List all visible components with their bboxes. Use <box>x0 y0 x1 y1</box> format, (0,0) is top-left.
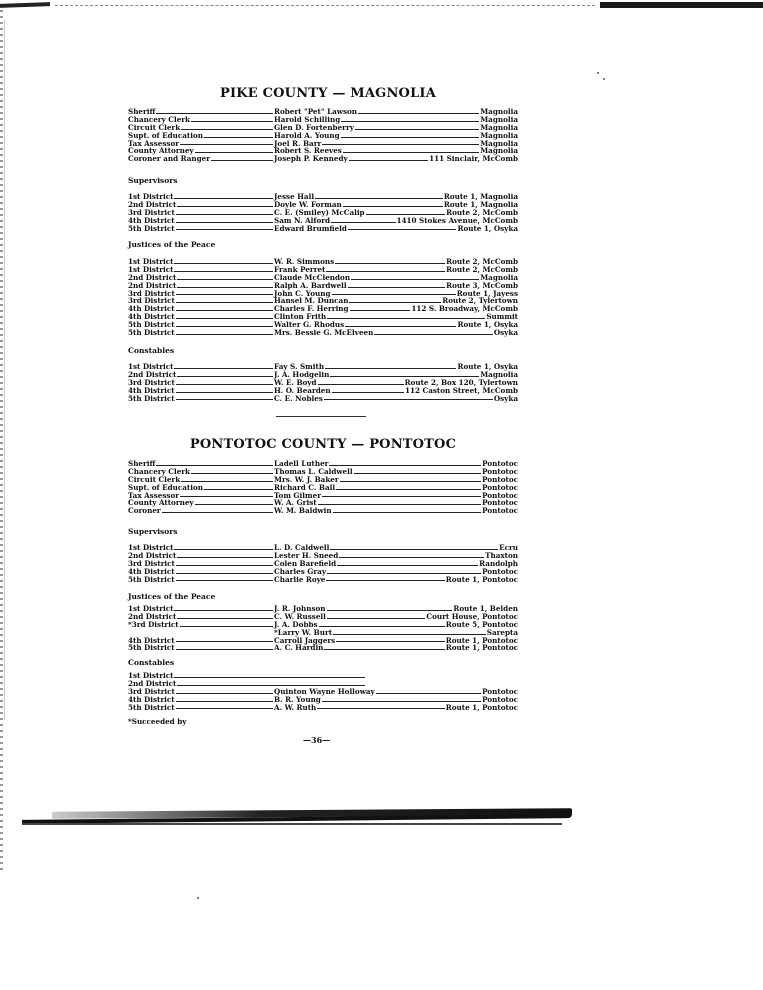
pike-constables-heading: Constables <box>128 346 175 355</box>
officer-name: Hansel M. Duncan <box>274 296 349 306</box>
officer-location: Route 5, Pontotoc <box>445 619 518 629</box>
office-label: Chancery Clerk <box>128 466 191 476</box>
pontotoc-supervisors-heading: Supervisors <box>128 527 178 536</box>
table-row <box>128 507 518 515</box>
leader-line <box>330 376 479 377</box>
office-label: 4th District <box>128 385 175 395</box>
leader-line <box>191 121 273 122</box>
leader-line <box>340 481 481 482</box>
officer-location: Pontotoc <box>482 506 518 516</box>
leader-line <box>156 465 273 466</box>
leader-line <box>176 649 273 650</box>
office-label: Supt. of Education <box>128 130 203 140</box>
officer-name: A. W. Ruth <box>274 702 317 712</box>
officer-name: Charlie Roye <box>274 574 326 584</box>
leader-line <box>325 368 456 369</box>
leader-line <box>176 693 273 694</box>
leader-line <box>177 685 365 686</box>
scan-dash-line <box>55 5 595 6</box>
leader-line <box>176 214 273 215</box>
officer-name: B. R. Young <box>274 694 321 704</box>
page-number: —36— <box>303 735 331 745</box>
office-label: 1st District <box>128 361 174 371</box>
leader-line <box>174 549 273 550</box>
table-row <box>128 155 518 163</box>
officer-location: 111 Sinclair, McComb <box>429 154 518 164</box>
officer-name: Glen D. Fortenberry <box>274 122 354 132</box>
leader-line <box>176 294 273 295</box>
leader-line <box>180 496 273 497</box>
officer-location: Magnolia <box>480 114 518 124</box>
pontotoc-justices-list <box>128 605 518 652</box>
office-label: 3rd District <box>128 288 175 298</box>
pontotoc-county-title: PONTOTOC COUNTY — PONTOTOC <box>189 437 457 452</box>
leader-line <box>176 310 273 311</box>
officer-location: Route 1, Magnolia <box>443 199 518 209</box>
officer-location: 1410 Stokes Avenue, McComb <box>396 215 518 225</box>
office-label: 5th District <box>128 320 175 330</box>
officer-name: Harold A. Young <box>274 130 340 140</box>
pike-justices-list <box>128 258 518 337</box>
table-row <box>128 576 518 584</box>
officer-name: Clinton Frith <box>274 312 327 322</box>
office-label: 4th District <box>128 304 175 314</box>
officer-name: Doyle W. Forman <box>274 199 342 209</box>
officer-location: Route 2, McComb <box>446 207 518 217</box>
officer-name: C. W. Russell <box>274 611 326 621</box>
office-label: Circuit Clerk <box>128 122 181 132</box>
scan-mark <box>0 2 50 8</box>
officer-location: Pontotoc <box>482 482 518 492</box>
leader-line <box>176 318 273 319</box>
leader-line <box>181 129 273 130</box>
leader-line <box>176 229 273 230</box>
officer-name: Tom Gilmer <box>274 490 321 500</box>
officer-name: Harold Schilling <box>274 114 341 124</box>
officer-name: Charles Gray <box>274 566 327 576</box>
office-label: Sheriff <box>128 458 156 468</box>
officer-name: J. A. Hodgelin <box>274 369 330 379</box>
office-label: Sheriff <box>128 106 156 116</box>
pike-supervisors-heading: Supervisors <box>128 176 178 185</box>
officer-name: J. R. Johnson <box>274 603 326 613</box>
office-label: *3rd District <box>128 619 179 629</box>
pike-officers <box>128 108 518 163</box>
leader-line <box>336 489 481 490</box>
leader-line <box>315 198 443 199</box>
leader-line <box>349 160 428 161</box>
officer-location: Route 2, McComb <box>446 256 518 266</box>
leader-line <box>351 279 479 280</box>
officer-name: Lester H. Sneed <box>274 550 339 560</box>
pontotoc-supervisors-list <box>128 544 518 583</box>
office-label: Circuit Clerk <box>128 474 181 484</box>
officer-location: Sarepta <box>486 627 518 637</box>
officer-location: Route 1, Pontotoc <box>445 643 518 653</box>
scan-left-edge-line <box>4 20 5 720</box>
officer-name: Carroll Jaggers <box>274 635 336 645</box>
officer-location: Pontotoc <box>482 686 518 696</box>
office-label: 5th District <box>128 223 175 233</box>
officer-name: Fay S. Smith <box>274 361 325 371</box>
leader-line <box>177 557 273 558</box>
leader-line <box>331 222 395 223</box>
officer-name: Ladell Luther <box>274 458 329 468</box>
office-label: 5th District <box>128 393 175 403</box>
officer-location: 112 S. Broadway, McComb <box>411 304 518 314</box>
leader-line <box>330 549 498 550</box>
officer-location: Pontotoc <box>482 490 518 500</box>
section-divider <box>276 416 366 417</box>
officer-name: Joel R. Barr <box>274 138 322 148</box>
scan-top-edge <box>0 0 763 10</box>
pike-justices-heading: Justices of the Peace <box>128 240 216 249</box>
officer-name: Robert "Pet" Lawson <box>274 106 358 116</box>
table-row <box>128 329 518 337</box>
office-label: 5th District <box>128 643 175 653</box>
officer-name: Mrs. Bessie G. McElveen <box>274 328 374 337</box>
officer-location: 112 Caston Street, McComb <box>404 385 518 395</box>
leader-line <box>162 512 273 513</box>
scan-mark <box>600 2 763 8</box>
pontotoc-officers <box>128 460 518 515</box>
leader-line <box>176 708 273 709</box>
office-label: Coroner and Ranger <box>128 154 211 164</box>
leader-line <box>349 302 441 303</box>
leader-line <box>341 137 480 138</box>
leader-line <box>332 294 456 295</box>
officer-name: C. E. (Smiley) McCalip <box>274 207 365 217</box>
leader-line <box>335 263 445 264</box>
leader-line <box>180 144 273 145</box>
officer-name: Edward Brumfield <box>274 223 347 233</box>
officer-name: A. C. Hardin <box>274 643 324 653</box>
table-row <box>128 644 518 652</box>
office-label: 4th District <box>128 215 175 225</box>
leader-line <box>358 113 479 114</box>
office-label: County Attorney <box>128 498 194 508</box>
leader-line <box>339 557 484 558</box>
leader-line <box>322 701 481 702</box>
leader-line <box>326 271 445 272</box>
table-row <box>128 704 518 712</box>
pike-justices-section <box>128 240 518 337</box>
officer-name: W. E. Boyd <box>274 377 317 387</box>
leader-line <box>327 618 425 619</box>
officer-location: Route 1, Pontotoc <box>445 574 518 584</box>
officer-name: C. E. Nobles <box>274 393 323 403</box>
office-label: 2nd District <box>128 199 177 209</box>
leader-line <box>176 573 273 574</box>
office-label: 5th District <box>128 574 175 584</box>
officer-name: Claude McClendon <box>274 272 351 282</box>
leader-line <box>327 610 453 611</box>
officer-name: Quinton Wayne Holloway <box>274 686 375 696</box>
table-row <box>128 387 518 395</box>
leader-line <box>176 641 273 642</box>
office-label: 3rd District <box>128 558 175 568</box>
leader-line <box>343 152 479 153</box>
officer-location: Pontotoc <box>482 498 518 508</box>
officer-name: *Larry W. Burt <box>274 627 333 637</box>
office-label: 1st District <box>128 670 174 680</box>
leader-line <box>354 473 482 474</box>
officer-name: J. A. Dobbs <box>274 619 318 629</box>
officer-name: Mrs. W. J. Baker <box>274 474 339 484</box>
pontotoc-constables-list <box>128 672 518 711</box>
office-label: 4th District <box>128 635 175 645</box>
table-row <box>128 688 518 696</box>
office-label: 2nd District <box>128 280 177 290</box>
leader-line <box>177 376 273 377</box>
leader-line <box>174 368 273 369</box>
officer-location: Route 3, McComb <box>446 280 518 290</box>
leader-line <box>176 334 273 335</box>
leader-line <box>176 222 273 223</box>
office-label: 1st District <box>128 264 174 274</box>
leader-line <box>177 618 273 619</box>
office-label: Coroner <box>128 506 161 516</box>
scan-left-edge <box>0 10 3 870</box>
leader-line <box>174 198 273 199</box>
officer-name: Charles F. Herring <box>274 304 349 314</box>
office-label: 4th District <box>128 694 175 704</box>
officer-location: Magnolia <box>480 138 518 148</box>
officer-location: Magnolia <box>480 272 518 282</box>
pike-supervisors-list <box>128 193 518 232</box>
table-row <box>128 225 518 233</box>
officer-name: Ralph A. Bardwell <box>274 280 347 290</box>
leader-line <box>177 279 273 280</box>
office-label: 2nd District <box>128 550 177 560</box>
scan-speck <box>597 72 599 74</box>
leader-line <box>176 399 273 400</box>
office-label: 1st District <box>128 191 174 201</box>
leader-line <box>324 649 444 650</box>
officer-name: Richard C. Ball <box>274 482 336 492</box>
officer-location: Ecru <box>499 542 518 552</box>
office-label: 2nd District <box>128 611 177 621</box>
leader-line <box>318 384 404 385</box>
officer-location: Osyka <box>493 393 518 403</box>
leader-line <box>341 121 479 122</box>
leader-line <box>318 504 482 505</box>
leader-line <box>174 271 273 272</box>
officer-name: Sam N. Alford <box>274 215 331 225</box>
officer-location: Magnolia <box>480 146 518 156</box>
office-label: 3rd District <box>128 377 175 387</box>
leader-line <box>174 263 273 264</box>
office-label: 3rd District <box>128 296 175 306</box>
leader-line <box>348 287 445 288</box>
officer-location: Route 2, Tylertown <box>442 296 518 306</box>
office-label: 1st District <box>128 256 174 266</box>
officer-location: Pontotoc <box>482 466 518 476</box>
leader-line <box>177 287 273 288</box>
officer-location: Magnolia <box>480 369 518 379</box>
scan-bottom-edge <box>22 805 572 831</box>
officer-name: John C. Young <box>274 288 331 298</box>
office-label: 5th District <box>128 702 175 712</box>
officer-name: Colen Barefield <box>274 558 337 568</box>
pontotoc-constables-heading: Constables <box>128 658 175 667</box>
leader-line <box>336 641 445 642</box>
officer-location: Pontotoc <box>482 458 518 468</box>
officer-name: L. D. Caldwell <box>274 542 330 552</box>
pontotoc-justices-heading: Justices of the Peace <box>128 592 216 601</box>
officer-name: H. O. Bearden <box>274 385 331 395</box>
officer-location: Route 1, Magnolia <box>443 191 518 201</box>
officer-location: Route 1, Osyka <box>457 223 518 233</box>
officer-location: Route 1, Pontotoc <box>445 702 518 712</box>
leader-line <box>195 504 273 505</box>
leader-line <box>376 693 481 694</box>
pike-supervisors-section <box>128 176 518 232</box>
leader-line <box>333 512 482 513</box>
leader-line <box>176 580 273 581</box>
leader-line <box>326 580 444 581</box>
scan-speck <box>197 897 199 899</box>
officer-location: Pontotoc <box>482 474 518 484</box>
leader-line <box>332 392 404 393</box>
leader-line <box>327 573 481 574</box>
pontotoc-constables-section <box>128 658 518 711</box>
office-label: 4th District <box>128 566 175 576</box>
leader-line <box>176 384 273 385</box>
officer-location: Pontotoc <box>482 694 518 704</box>
office-label: 5th District <box>128 328 175 337</box>
officer-location: Route 1, Pontotoc <box>445 635 518 645</box>
office-label: 4th District <box>128 312 175 322</box>
leader-line <box>176 565 273 566</box>
scan-speck <box>603 78 605 80</box>
pike-constables-section <box>128 346 518 402</box>
leader-line <box>176 392 273 393</box>
leader-line <box>343 206 443 207</box>
office-label: Chancery Clerk <box>128 114 191 124</box>
leader-line <box>176 701 273 702</box>
scan-mark <box>22 823 562 825</box>
officer-location: Route 1, Jayess <box>456 288 518 298</box>
officer-location: Route 1, Osyka <box>457 320 518 330</box>
officer-location: Magnolia <box>480 130 518 140</box>
officer-name: Thomas L. Caldwell <box>274 466 353 476</box>
leader-line <box>195 152 273 153</box>
officer-location: Route 1, Belden <box>453 603 518 613</box>
leader-line <box>319 626 445 627</box>
officer-name: Jesse Hall <box>274 191 315 201</box>
office-label: 3rd District <box>128 686 175 696</box>
officer-name: Frank Perret <box>274 264 326 274</box>
table-row <box>128 395 518 403</box>
leader-line <box>327 318 485 319</box>
officer-location: Route 2, Box 120, Tylertown <box>404 377 518 387</box>
officer-location: Route 1, Osyka <box>457 361 518 371</box>
officer-location: Pontotoc <box>482 566 518 576</box>
leader-line <box>333 634 486 635</box>
office-label: 2nd District <box>128 678 177 688</box>
leader-line <box>374 334 493 335</box>
officer-name: W. R. Simmons <box>274 256 335 266</box>
officer-name: Robert S. Reeves <box>274 146 342 156</box>
officer-name: Joseph P. Kennedy <box>274 154 348 164</box>
leader-line <box>180 626 273 627</box>
office-label: County Attorney <box>128 146 194 156</box>
officer-location: Summit <box>486 312 518 322</box>
officer-location: Thaxton <box>485 550 518 560</box>
officer-location: Route 2, McComb <box>446 264 518 274</box>
table-row <box>128 484 518 492</box>
office-label: Tax Assessor <box>128 138 180 148</box>
office-label: 2nd District <box>128 369 177 379</box>
pontotoc-supervisors-section <box>128 527 518 583</box>
officer-name: Walter G. Rhodus <box>274 320 345 330</box>
office-label: 1st District <box>128 542 174 552</box>
leader-line <box>337 565 478 566</box>
pontotoc-justices-section <box>128 592 518 652</box>
leader-line <box>322 144 479 145</box>
leader-line <box>350 310 411 311</box>
leader-line <box>176 326 273 327</box>
leader-line <box>348 229 457 230</box>
leader-line <box>317 708 444 709</box>
leader-line <box>324 399 493 400</box>
leader-line <box>176 302 273 303</box>
office-label: 2nd District <box>128 272 177 282</box>
leader-line <box>329 465 481 466</box>
leader-line <box>174 677 365 678</box>
officer-location: Osyka <box>493 328 518 337</box>
office-label: Tax Assessor <box>128 490 180 500</box>
leader-line <box>181 481 273 482</box>
office-label: 3rd District <box>128 207 175 217</box>
footnote: *Succeeded by <box>128 717 187 726</box>
leader-line <box>355 129 479 130</box>
leader-line <box>345 326 456 327</box>
leader-line <box>366 214 446 215</box>
leader-line <box>204 489 273 490</box>
leader-line <box>204 137 273 138</box>
officer-location: Randolph <box>479 558 518 568</box>
table-row <box>128 132 518 140</box>
pike-county-title: PIKE COUNTY — MAGNOLIA <box>220 86 436 101</box>
officer-location: Court House, Pontotoc <box>426 611 518 621</box>
pike-constables-list <box>128 363 518 402</box>
officer-name: W. M. Baldwin <box>274 506 332 516</box>
leader-line <box>156 113 273 114</box>
leader-line <box>322 496 481 497</box>
leader-line <box>177 206 273 207</box>
office-label: Supt. of Education <box>128 482 203 492</box>
officer-location: Magnolia <box>480 106 518 116</box>
leader-line <box>174 610 273 611</box>
officer-location: Magnolia <box>480 122 518 132</box>
leader-line <box>211 160 273 161</box>
officer-name: W. A. Grist <box>274 498 317 508</box>
table-row <box>128 672 518 680</box>
leader-line <box>191 473 273 474</box>
office-label: 1st District <box>128 603 174 613</box>
